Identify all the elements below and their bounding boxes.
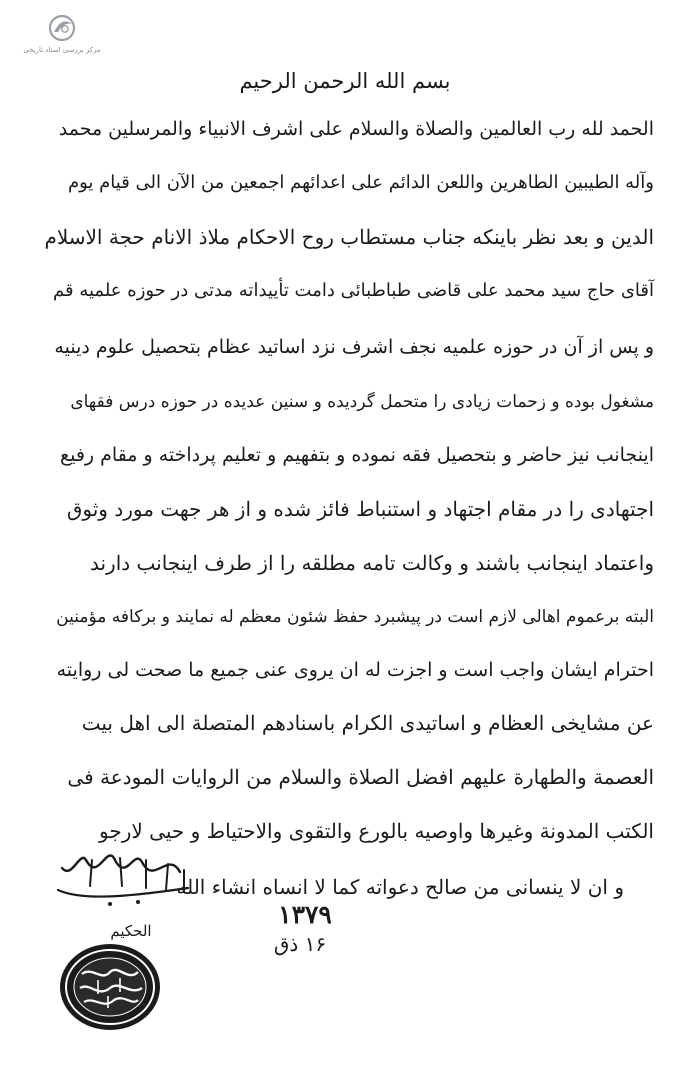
watermark-caption: مرکز بررسی اسناد تاریخی: [23, 46, 101, 54]
body-line: اجتهادی را در مقام اجتهاد و استنباط فائز شده و از هر جهت مورد وثوق: [66, 497, 654, 521]
date-day-month: ۱۶ ذق: [273, 932, 327, 956]
date-year: ۱۳۷۹: [278, 900, 332, 929]
body-line: العصمة والطهارة علیهم افضل الصلاة والسلام من الروایات المودعة فی: [67, 765, 654, 789]
body-line: آقای حاج سید محمد علی قاضی طباطبائی دامت تأییداته مدتی در حوزه علمیه قم: [53, 280, 654, 301]
body-line: و پس از آن در حوزه علمیه نجف اشرف نزد اساتید عظام بتحصیل علوم دینیه: [54, 336, 654, 358]
body-line: الدین و بعد نظر باینکه جناب مستطاب روح الاحکام ملاذ الانام حجة الاسلام: [44, 225, 654, 249]
official-seal: [58, 942, 162, 1032]
archive-watermark: [12, 10, 112, 58]
body-line: و ان لا ینسانی من صالح دعواته کما لا انساه انشاء الله: [176, 875, 624, 899]
body-line: عن مشایخی العظام و اساتیدی الکرام باسنادهم المتصلة الی اهل بیت: [81, 711, 654, 735]
document-heading: بسم الله الرحمن الرحیم: [239, 69, 451, 93]
body-line: الحمد لله رب العالمین والصلاة والسلام علی اشرف الانبیاء والمرسلین محمد: [58, 118, 654, 140]
body-line: واعتماد اینجانب باشند و وکالت تامه مطلقه را از طرف اینجانب دارند: [89, 551, 654, 575]
archive-logo-icon: [12, 10, 112, 46]
body-line: مشغول بوده و زحمات زیادی را متحمل گردیده و سنین عدیده در حوزه درس فقهای: [70, 392, 654, 412]
body-line: البته برعموم اهالی لازم است در پیشبرد حفظ شئون معظم له نمایند و برکافه مؤمنین: [56, 607, 654, 627]
body-line: اینجانب نیز حاضر و بتحصیل فقه نموده و بتفهیم و تعلیم پرداخته و مقام رفیع: [60, 444, 654, 466]
signature-title: الحکیم: [110, 922, 152, 940]
body-line: احترام ایشان واجب است و اجزت له ان یروی عنی جمیع ما صحت لی روایته: [56, 659, 654, 681]
body-line: وآله الطیبین الطاهرین واللعن الدائم علی اعدائهم اجمعین من الآن الی قیام یوم: [67, 172, 654, 193]
body-line: الکتب المدونة وغیرها واوصیه بالورع والتقوی والاحتیاط و حیی لارجو: [99, 819, 654, 843]
